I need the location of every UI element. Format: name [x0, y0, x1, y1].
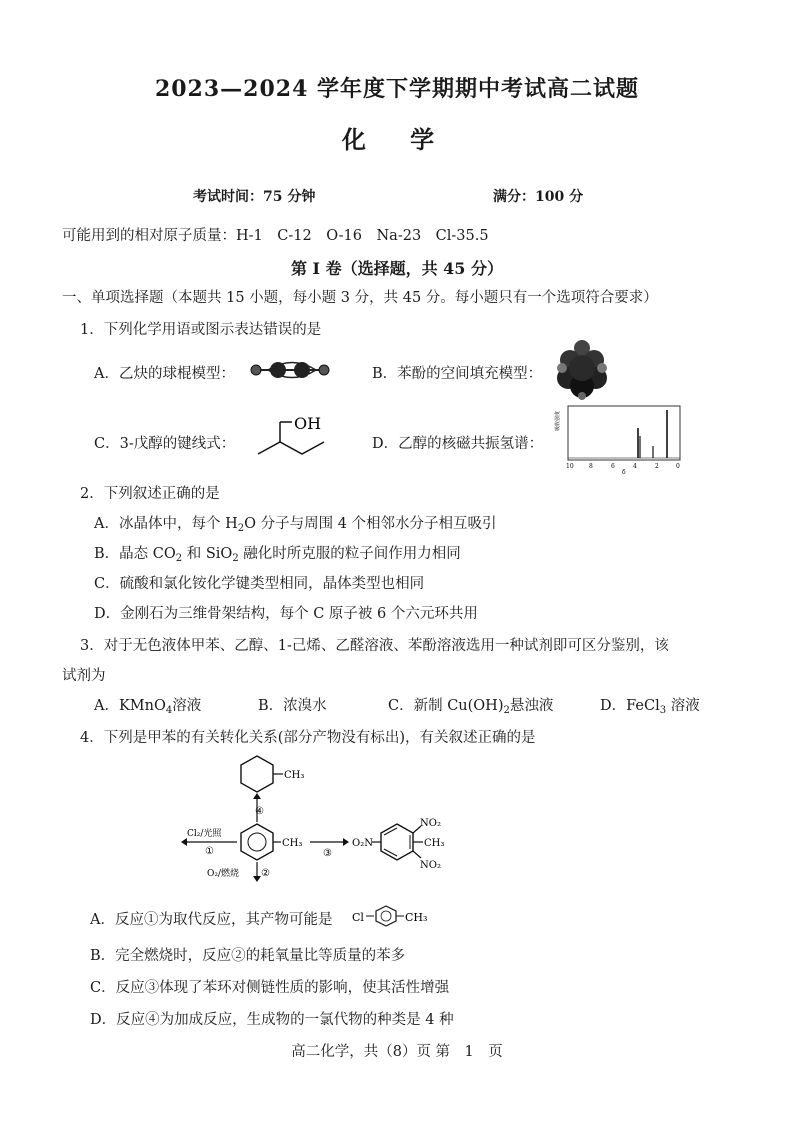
volume-title: 第 Ⅰ 卷（选择题，共 45 分）: [290, 259, 504, 278]
oh-label: OH: [294, 414, 322, 433]
reaction-2-label: ②: [261, 868, 270, 879]
full-score: 满分：100 分: [493, 189, 584, 205]
ethanol-nmr-spectrum: [555, 400, 688, 476]
q3-option-d: D．FeCl$_3$ 溶液: [600, 698, 700, 716]
cl2-light-label: Cl₂/光照: [187, 829, 222, 839]
q2-option-c: C．硫酸和氯化铵化学键类型相同，晶体类型也相同: [94, 576, 425, 592]
reaction-4-label: ④: [255, 806, 264, 817]
q3-option-c: C．新制 $Cu(OH)_2$悬浊液: [388, 698, 554, 716]
q1-stem: 1．下列化学用语或图示表达错误的是: [80, 322, 322, 338]
methylcyclohexane-ring: [241, 756, 273, 792]
o2-burn-label: O₂/燃烧: [207, 869, 240, 879]
tnt-ring: [381, 824, 413, 860]
nmr-tick-10: 10: [566, 463, 574, 470]
nmr-tick-0: 0: [676, 463, 680, 470]
reaction-1-label: ①: [205, 846, 214, 857]
reaction-3-label: ③: [323, 848, 332, 859]
cl-label: Cl: [352, 911, 364, 924]
ch3-label-top: CH₃: [284, 770, 305, 781]
ch3-label-tnt: CH₃: [424, 838, 445, 849]
phenol-space-filling-model: [556, 338, 608, 400]
q1-option-d: D．乙醇的核磁共振氢谱：: [372, 436, 544, 452]
nmr-tick-6: 6: [611, 463, 615, 470]
q2-stem: 2．下列叙述正确的是: [80, 486, 220, 502]
q4-option-b: B．完全燃烧时，反应②的耗氧量比等质量的苯多: [90, 948, 406, 964]
acetylene-ball-stick-model: [246, 355, 334, 385]
q4-option-c: C．反应③体现了苯环对侧链性质的影响，使其活性增强: [90, 980, 450, 996]
q4-option-a: A．反应①为取代反应，其产物可能是: [90, 912, 333, 928]
nmr-x-unit: δ: [622, 469, 626, 476]
no2-label-bottom: NO₂: [420, 860, 441, 871]
q3-stem: 3．对于无色液体甲苯、乙醇、1-己烯、乙醛溶液、苯酚溶液选用一种试剂即可区分鉴别，该: [80, 638, 669, 654]
o2n-label: O₂N: [352, 838, 373, 849]
q4-stem: 4．下列是甲苯的有关转化关系(部分产物没有标出)，有关叙述正确的是: [80, 730, 536, 746]
toluene-ring: [241, 824, 273, 860]
section-instructions: 一、单项选择题（本题共 15 小题，每小题 3 分，共 45 分。每小题只有一个选项符合要求）: [62, 290, 658, 306]
page-footer: 高二化学，共（8）页 第 1 页: [291, 1044, 503, 1060]
exam-time: 考试时间：75 分钟: [193, 189, 316, 205]
q2-option-a: A．冰晶体中，每个 $H_2O$ 分子与周围 4 个相邻水分子相互吸引: [94, 516, 497, 534]
nmr-y-label: 吸收强度: [555, 410, 561, 431]
exam-title: 2023—2024 学年度下学期期中考试高二试题: [154, 76, 640, 102]
q2-option-d: D．金刚石为三维骨架结构，每个 C 原子被 6 个六元环共用: [94, 606, 478, 622]
3-pentanol-skeletal-formula: [250, 414, 350, 466]
nmr-tick-2: 2: [655, 463, 659, 470]
q3-stem-cont: 试剂为: [62, 668, 106, 684]
q2-option-b: B．晶态 $CO_2$ 和 SiO$_2$ 融化时所克服的粒子间作用力相同: [94, 546, 461, 564]
ch3-label-center: CH₃: [282, 838, 303, 849]
toluene-reaction-scheme: [175, 752, 475, 882]
atomic-masses: 可能用到的相对原子质量：H-1 C-12 O-16 Na-23 Cl-35.5: [62, 228, 489, 244]
q1-option-b: B．苯酚的空间填充模型：: [372, 366, 543, 382]
p-chlorotoluene-structure: [352, 902, 442, 930]
no2-label-top: NO₂: [420, 818, 441, 829]
ch3-label-a: CH₃: [405, 911, 428, 924]
q1-option-a: A．乙炔的球棍模型：: [94, 366, 235, 382]
q1-option-c: C．3-戊醇的键线式：: [94, 436, 236, 452]
nmr-tick-8: 8: [589, 463, 593, 470]
q3-option-a: A．KMnO$_4$溶液: [94, 698, 202, 716]
q3-option-b: B．浓溴水: [258, 698, 327, 714]
nmr-tick-4: 4: [633, 463, 637, 470]
q4-option-d: D．反应④为加成反应，生成物的一氯代物的种类是 4 种: [90, 1012, 454, 1028]
subject-title: 化 学: [341, 125, 453, 154]
